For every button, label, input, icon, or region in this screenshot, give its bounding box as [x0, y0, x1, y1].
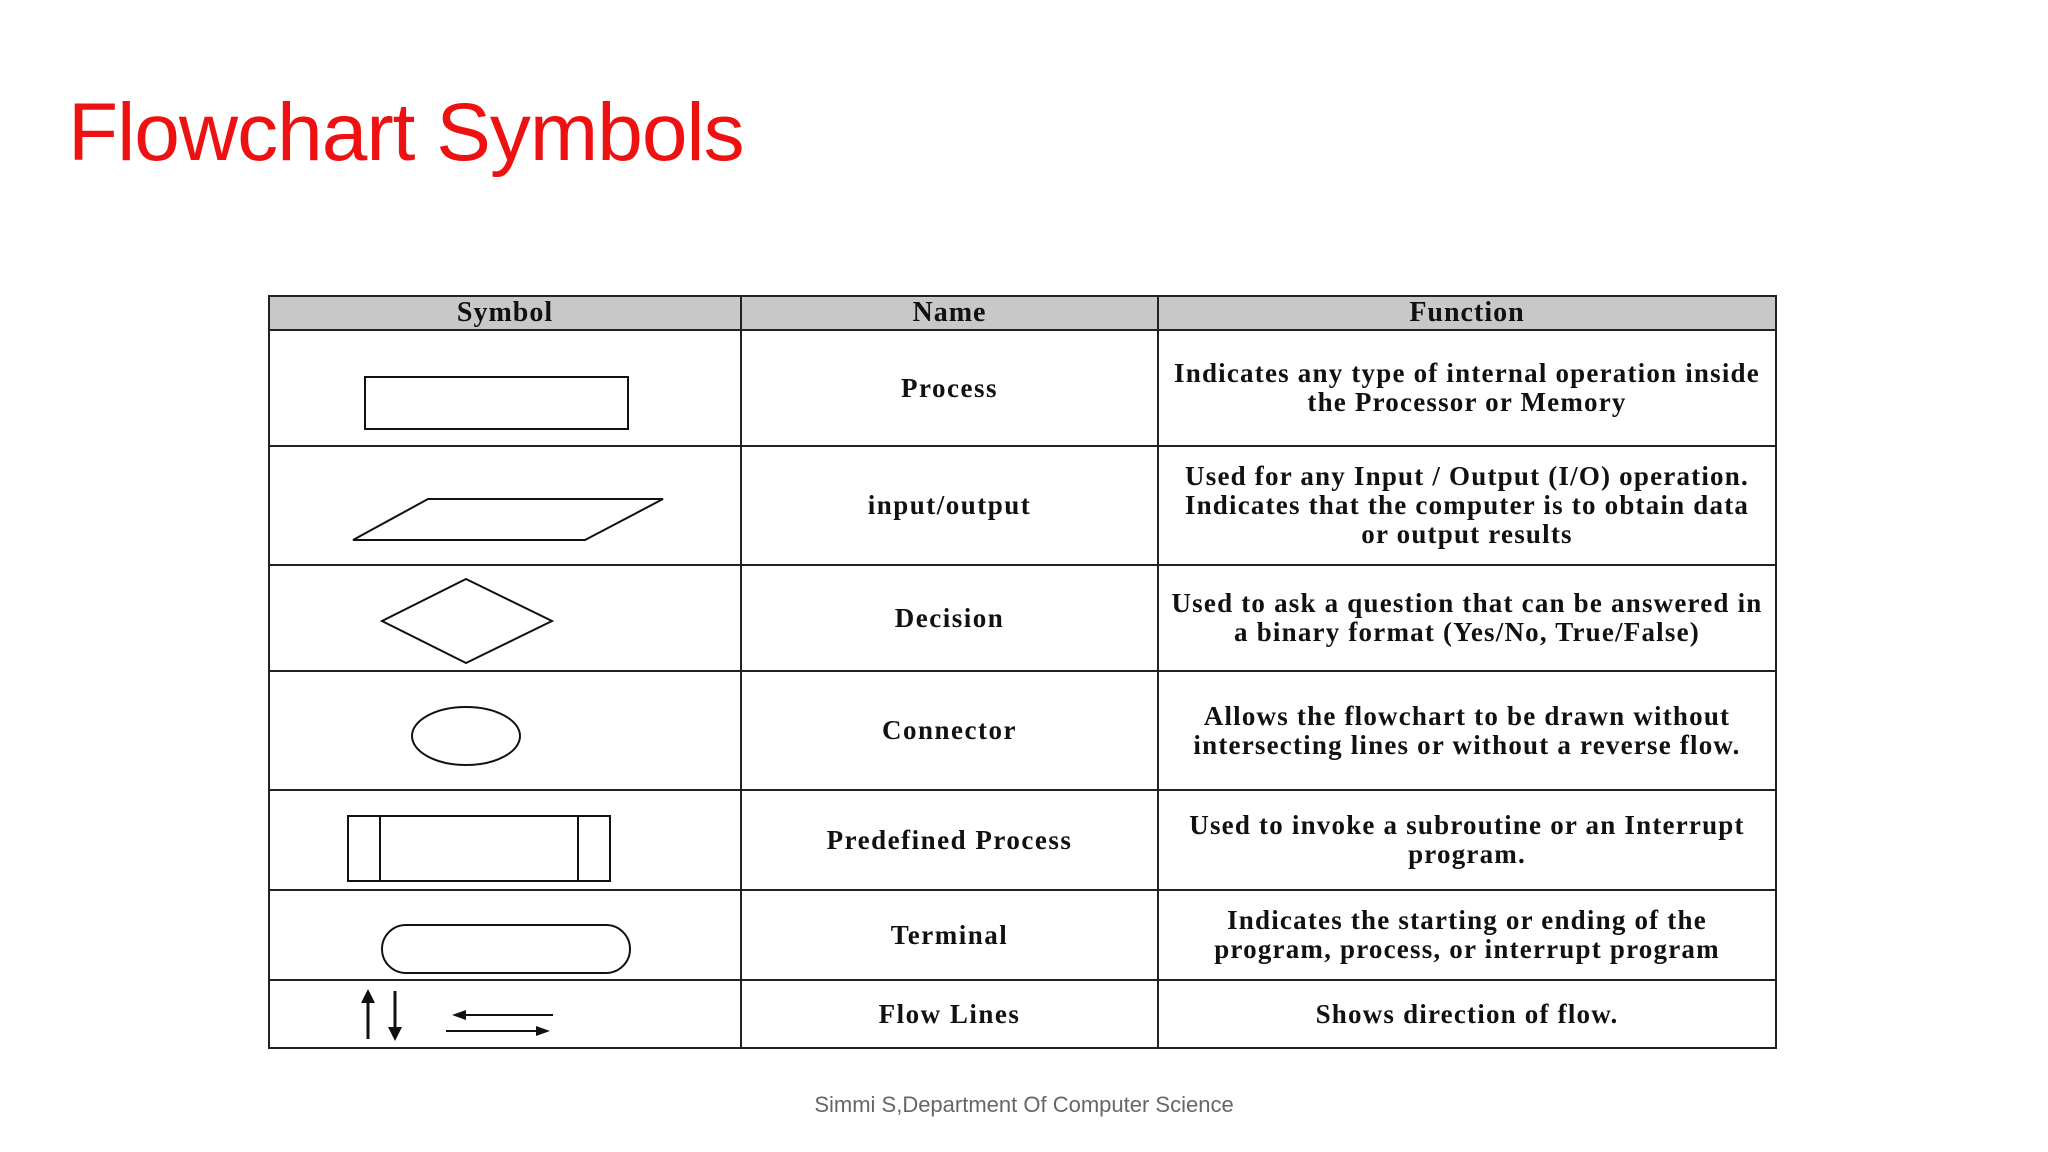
header-symbol: Symbol [269, 296, 741, 330]
function-cell: Shows direction of flow. [1158, 980, 1776, 1048]
name-cell: Flow Lines [741, 980, 1158, 1048]
symbol-cell [269, 980, 741, 1048]
symbol-cell [269, 790, 741, 890]
header-function: Function [1158, 296, 1776, 330]
terminal-oval-icon [270, 891, 742, 981]
process-rectangle-icon [270, 331, 742, 447]
slide-footer: Simmi S,Department Of Computer Science [814, 1092, 1234, 1117]
name-cell: Decision [741, 565, 1158, 671]
table-row [269, 890, 1776, 980]
symbol-cell [269, 330, 741, 446]
function-cell: Allows the flowchart to be drawn without intersecting lines or without a reverse flow. [1158, 671, 1776, 790]
symbol-cell [269, 565, 741, 671]
input-output-parallelogram-icon [270, 447, 742, 566]
name-cell: Predefined Process [741, 790, 1158, 890]
table-row [269, 330, 1776, 446]
slide-title: Flowchart Symbols [68, 87, 744, 178]
function-cell: Indicates the starting or ending of the program, process, or interrupt program [1158, 890, 1776, 980]
function-cell: Used for any Input / Output (I/O) operation. Indicates that the computer is to obtain data or output results [1158, 446, 1776, 565]
function-cell: Used to invoke a subroutine or an Interrupt program. [1158, 790, 1776, 890]
table-row [269, 980, 1776, 1048]
symbol-cell [269, 890, 741, 980]
symbol-cell [269, 446, 741, 565]
decision-diamond-icon [270, 566, 742, 672]
name-cell: Process [741, 330, 1158, 446]
symbol-cell [269, 671, 741, 790]
table-row [269, 446, 1776, 565]
function-cell: Indicates any type of internal operation inside the Processor or Memory [1158, 330, 1776, 446]
name-cell: Terminal [741, 890, 1158, 980]
predefined-process-icon [270, 791, 742, 891]
table-header-row [269, 296, 1776, 330]
table-row [269, 565, 1776, 671]
table-row [269, 671, 1776, 790]
function-cell: Used to ask a question that can be answered in a binary format (Yes/No, True/False) [1158, 565, 1776, 671]
name-cell: input/output [741, 446, 1158, 565]
name-cell: Connector [741, 671, 1158, 790]
flowchart-symbols-table [268, 295, 1777, 1049]
header-name: Name [741, 296, 1158, 330]
table-row [269, 790, 1776, 890]
connector-circle-icon [270, 672, 742, 791]
flow-lines-arrows-icon [270, 981, 742, 1049]
